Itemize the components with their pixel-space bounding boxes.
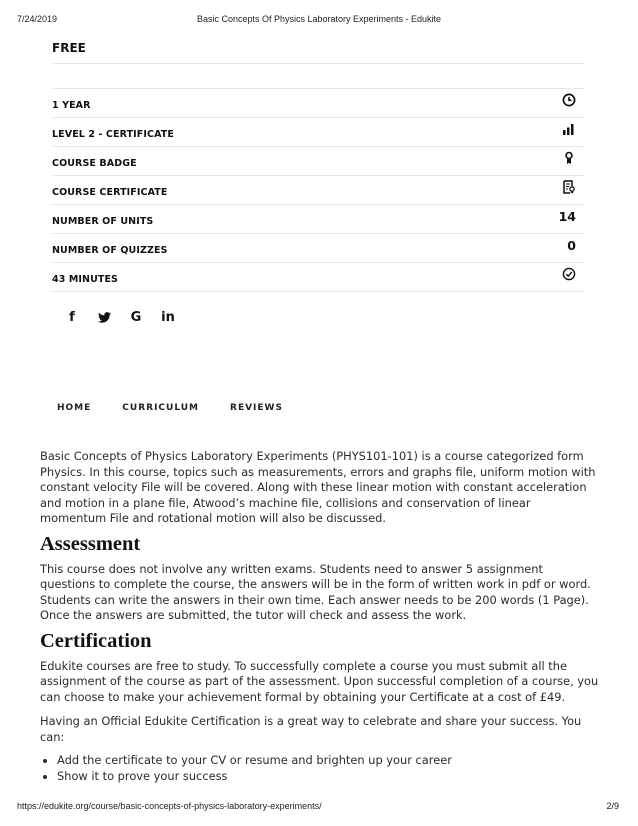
info-row-badge: [52, 147, 584, 176]
tab-curriculum[interactable]: CURRICULUM: [122, 403, 200, 413]
print-url: https://edukite.org/course/basic-concepts-of-physics-laboratory-experiments/: [17, 801, 322, 811]
social-share-bar: [56, 308, 184, 326]
info-label: 43 MINUTES: [52, 273, 118, 285]
info-row-units: [52, 205, 584, 234]
check-circle-icon: [562, 267, 576, 281]
twitter-icon[interactable]: [88, 308, 120, 326]
info-row-duration: [52, 89, 584, 118]
info-row-certificate: [52, 176, 584, 205]
quizzes-count: 0: [567, 237, 576, 253]
course-price: FREE: [52, 36, 584, 64]
tab-home[interactable]: HOME: [57, 403, 92, 413]
info-row-level: [52, 118, 584, 147]
page-number: 2/9: [606, 801, 619, 811]
units-count: 14: [558, 208, 576, 224]
list-item: • Show it to prove your success: [57, 768, 600, 784]
certification-heading: Certification: [40, 629, 152, 652]
info-label: COURSE CERTIFICATE: [52, 186, 168, 198]
certification-paragraph-2: Having an Official Edukite Certification is a great way to celebrate and share your success. You can:: [40, 714, 582, 744]
benefits-list: [40, 752, 600, 784]
print-date: 7/24/2019: [17, 14, 58, 24]
info-label: 1 YEAR: [52, 99, 91, 111]
google-icon[interactable]: G: [130, 309, 142, 325]
info-label: COURSE BADGE: [52, 157, 137, 169]
assessment-paragraph: This course does not involve any written exams. Students need to answer 5 assignment questions to complete the course, the answers will be in the form of written work in pdf or word. Students can write the answers in their own time. Each answer needs to be 200 words (1 Page). Once the answers are submitted, the tutor will check and assess the work.: [40, 561, 591, 622]
certification-paragraph: Edukite courses are free to study. To successfully complete a course you must submit all the assignment of the course as part of the assessment. Upon successful completion of a course, you can choose to make your achievement formal by obtaining your Certificate at a cost of £49.: [40, 658, 599, 704]
print-title: Basic Concepts Of Physics Laboratory Experiments - Edukite: [196, 14, 442, 24]
info-label: NUMBER OF UNITS: [52, 215, 154, 227]
course-description: [40, 449, 600, 784]
info-row-quizzes: [52, 234, 584, 263]
intro-paragraph: Basic Concepts of Physics Laboratory Experiments (PHYS101-101) is a course categorized form Physics. In this course, topics such as measurements, errors and graphs file, uniform motion with constant velocity File will be covered. Along with these linear motion with constant acceleration and motion in a plane file, Atwood’s machine file, collisions and conservation of linear momentum File and rotational motion will also be discussed.: [40, 449, 596, 525]
course-tabs: [57, 403, 314, 413]
linkedin-icon[interactable]: in: [161, 309, 175, 325]
course-info-panel: [52, 36, 584, 292]
facebook-icon[interactable]: f: [69, 309, 75, 325]
clock-icon: [562, 93, 576, 107]
list-item: • Add the certificate to your CV or resume and brighten up your career: [57, 752, 600, 768]
divider: [52, 64, 584, 89]
info-row-minutes: [52, 263, 584, 292]
info-label: LEVEL 2 - CERTIFICATE: [52, 128, 174, 140]
certificate-icon: [562, 180, 576, 194]
info-label: NUMBER OF QUIZZES: [52, 244, 168, 256]
assessment-heading: Assessment: [40, 532, 141, 555]
bar-chart-icon: [562, 122, 576, 136]
tab-reviews[interactable]: REVIEWS: [230, 403, 283, 413]
badge-icon: [562, 151, 576, 165]
